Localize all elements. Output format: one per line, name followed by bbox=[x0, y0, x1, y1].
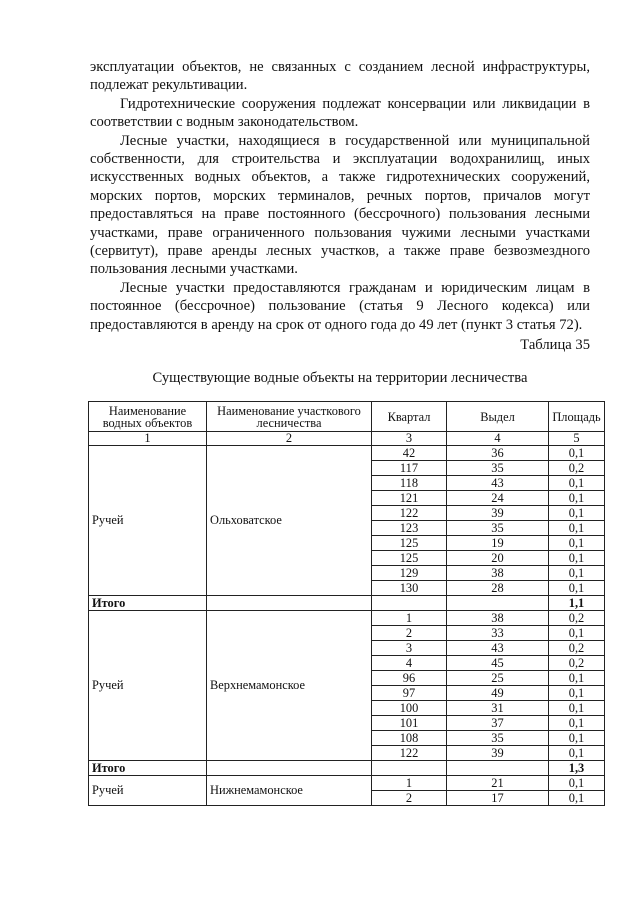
object-name-cell: Ручей bbox=[89, 611, 207, 761]
body-text bbox=[90, 58, 590, 334]
paragraph-3: Лесные участки, находящиеся в государственной или муниципальной собственности, для строительства и эксплуатации водохранилищ, иных искусственных водных объектов, а также гидротехнических сооружений, морских портов, морских терминалов, речных портов, причалов могут предоставляться на праве постоянного (бессрочного) пользования лесными участками, праве ограниченного пользования чужими лесными участками (сервитут), праве аренды лесных участков, а также праве безвозмездного пользования лесными участками. bbox=[90, 132, 590, 278]
area-cell: 0,1 bbox=[549, 566, 605, 581]
area-cell: 0,1 bbox=[549, 476, 605, 491]
quarter-cell: 97 bbox=[372, 686, 447, 701]
total-label: Итого bbox=[89, 596, 207, 611]
area-cell: 0,1 bbox=[549, 626, 605, 641]
quarter-cell: 96 bbox=[372, 671, 447, 686]
section-cell: 35 bbox=[447, 521, 549, 536]
header-quarter: Квартал bbox=[372, 402, 447, 432]
quarter-cell: 123 bbox=[372, 521, 447, 536]
empty-cell bbox=[207, 596, 372, 611]
section-cell: 36 bbox=[447, 446, 549, 461]
area-cell: 0,1 bbox=[549, 791, 605, 806]
quarter-cell: 1 bbox=[372, 776, 447, 791]
area-cell: 0,1 bbox=[549, 701, 605, 716]
forestry-name-cell: Нижнемамонское bbox=[207, 776, 372, 806]
quarter-cell: 121 bbox=[372, 491, 447, 506]
section-cell: 45 bbox=[447, 656, 549, 671]
section-cell: 19 bbox=[447, 536, 549, 551]
quarter-cell: 129 bbox=[372, 566, 447, 581]
section-cell: 43 bbox=[447, 641, 549, 656]
column-number: 4 bbox=[447, 432, 549, 446]
header-forestry: Наименование участкового лесничества bbox=[207, 402, 372, 432]
quarter-cell: 117 bbox=[372, 461, 447, 476]
section-cell: 49 bbox=[447, 686, 549, 701]
column-number: 1 bbox=[89, 432, 207, 446]
column-number-row bbox=[89, 432, 605, 446]
column-number: 3 bbox=[372, 432, 447, 446]
section-cell: 43 bbox=[447, 476, 549, 491]
forestry-name-cell: Ольховатское bbox=[207, 446, 372, 596]
area-cell: 0,1 bbox=[549, 446, 605, 461]
area-cell: 0,1 bbox=[549, 551, 605, 566]
section-cell: 17 bbox=[447, 791, 549, 806]
table-row bbox=[89, 446, 605, 461]
section-cell: 33 bbox=[447, 626, 549, 641]
quarter-cell: 2 bbox=[372, 626, 447, 641]
area-cell: 0,1 bbox=[549, 581, 605, 596]
water-objects-table bbox=[88, 401, 605, 806]
paragraph-1: эксплуатации объектов, не связанных с созданием лесной инфраструктуры, подлежат рекультивации. bbox=[90, 59, 590, 94]
quarter-cell: 122 bbox=[372, 746, 447, 761]
section-cell: 31 bbox=[447, 701, 549, 716]
paragraph-2: Гидротехнические сооружения подлежат консервации или ликвидации в соответствии с водным законодательством. bbox=[90, 95, 590, 131]
object-name-cell: Ручей bbox=[89, 776, 207, 806]
column-number: 2 bbox=[207, 432, 372, 446]
quarter-cell: 125 bbox=[372, 536, 447, 551]
quarter-cell: 101 bbox=[372, 716, 447, 731]
quarter-cell: 2 bbox=[372, 791, 447, 806]
area-cell: 0,2 bbox=[549, 461, 605, 476]
section-cell: 20 bbox=[447, 551, 549, 566]
quarter-cell: 1 bbox=[372, 611, 447, 626]
empty-cell bbox=[447, 761, 549, 776]
empty-cell bbox=[372, 596, 447, 611]
section-cell: 39 bbox=[447, 746, 549, 761]
empty-cell bbox=[372, 761, 447, 776]
section-cell: 38 bbox=[447, 566, 549, 581]
paragraph-4: Лесные участки предоставляются гражданам и юридическим лицам в постоянное (бессрочное) пользование (статья 9 Лесного кодекса) или предоставляются в аренду на срок от одного года до 49 лет (пункт 3 статья 72). bbox=[90, 279, 590, 333]
quarter-cell: 118 bbox=[372, 476, 447, 491]
empty-cell bbox=[447, 596, 549, 611]
total-value: 1,1 bbox=[549, 596, 605, 611]
header-row bbox=[89, 402, 605, 432]
section-cell: 24 bbox=[447, 491, 549, 506]
table-row bbox=[89, 776, 605, 791]
section-cell: 35 bbox=[447, 461, 549, 476]
quarter-cell: 42 bbox=[372, 446, 447, 461]
area-cell: 0,2 bbox=[549, 656, 605, 671]
section-cell: 39 bbox=[447, 506, 549, 521]
total-value: 1,3 bbox=[549, 761, 605, 776]
quarter-cell: 122 bbox=[372, 506, 447, 521]
header-area: Площадь bbox=[549, 402, 605, 432]
table-label: Таблица 35 bbox=[520, 337, 590, 353]
area-cell: 0,1 bbox=[549, 521, 605, 536]
quarter-cell: 125 bbox=[372, 551, 447, 566]
forestry-name-cell: Верхнемамонское bbox=[207, 611, 372, 761]
section-cell: 21 bbox=[447, 776, 549, 791]
quarter-cell: 3 bbox=[372, 641, 447, 656]
object-name-cell: Ручей bbox=[89, 446, 207, 596]
total-label: Итого bbox=[89, 761, 207, 776]
area-cell: 0,2 bbox=[549, 611, 605, 626]
area-cell: 0,1 bbox=[549, 671, 605, 686]
area-cell: 0,1 bbox=[549, 776, 605, 791]
area-cell: 0,1 bbox=[549, 491, 605, 506]
table-row bbox=[89, 611, 605, 626]
section-cell: 35 bbox=[447, 731, 549, 746]
quarter-cell: 4 bbox=[372, 656, 447, 671]
header-section: Выдел bbox=[447, 402, 549, 432]
area-cell: 0,1 bbox=[549, 731, 605, 746]
section-cell: 25 bbox=[447, 671, 549, 686]
quarter-cell: 100 bbox=[372, 701, 447, 716]
area-cell: 0,1 bbox=[549, 686, 605, 701]
section-cell: 38 bbox=[447, 611, 549, 626]
area-cell: 0,1 bbox=[549, 716, 605, 731]
quarter-cell: 108 bbox=[372, 731, 447, 746]
area-cell: 0,2 bbox=[549, 641, 605, 656]
area-cell: 0,1 bbox=[549, 536, 605, 551]
total-row bbox=[89, 761, 605, 776]
area-cell: 0,1 bbox=[549, 506, 605, 521]
section-cell: 37 bbox=[447, 716, 549, 731]
header-object: Наименование водных объектов bbox=[89, 402, 207, 432]
empty-cell bbox=[207, 761, 372, 776]
section-cell: 28 bbox=[447, 581, 549, 596]
area-cell: 0,1 bbox=[549, 746, 605, 761]
quarter-cell: 130 bbox=[372, 581, 447, 596]
table-title: Существующие водные объекты на территории лесничества bbox=[152, 370, 528, 386]
total-row bbox=[89, 596, 605, 611]
column-number: 5 bbox=[549, 432, 605, 446]
